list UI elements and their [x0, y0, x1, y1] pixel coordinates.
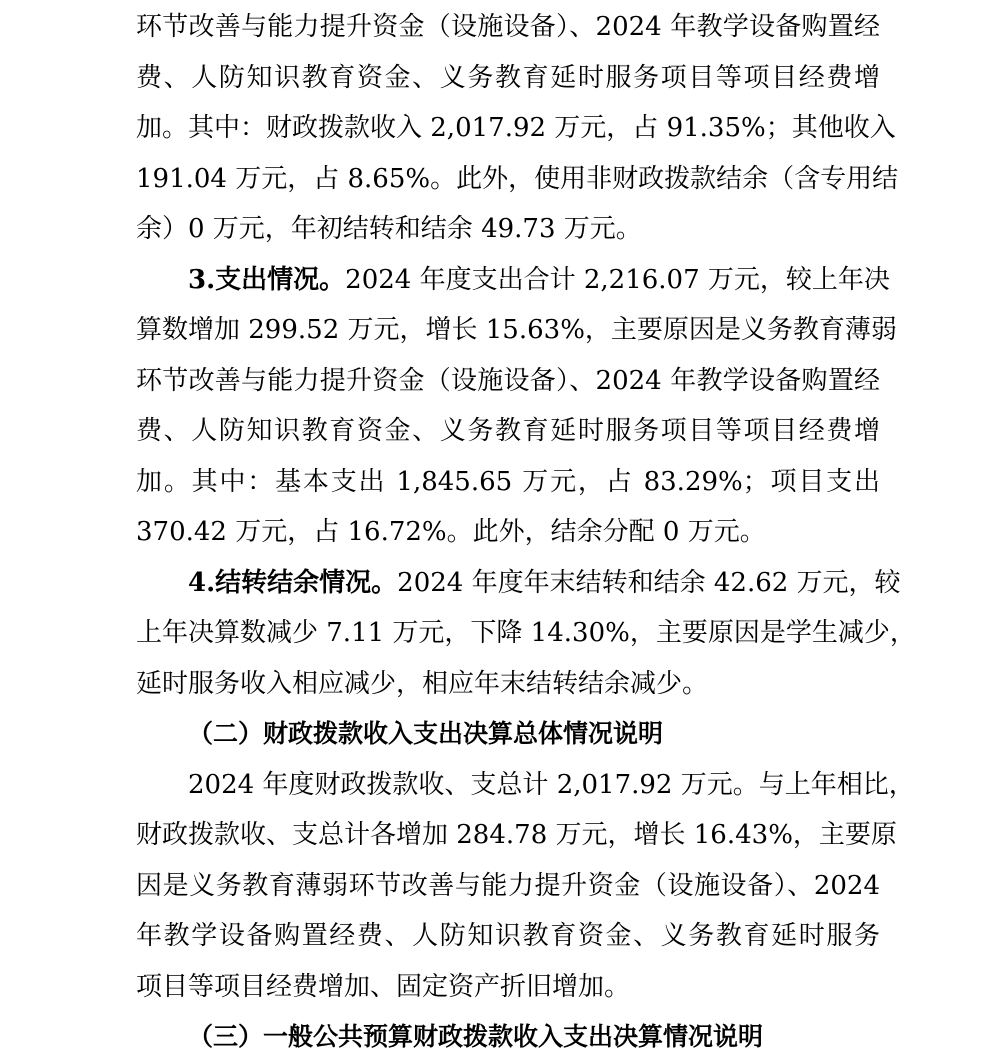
paragraph-heading: 3.支出情况。: [188, 264, 346, 295]
paragraph-heading: 4.结转结余情况。: [188, 567, 398, 598]
text-line: 项目等项目经费增加、固定资产折旧增加。: [136, 971, 631, 1002]
section-heading: （三）一般公共预算财政拨款收入支出决算情况说明: [188, 1022, 764, 1051]
text-line: 2024 年度财政拨款收、支总计 2,017.92 万元。与上年相比，: [188, 769, 915, 800]
paragraph-expenditure: [136, 255, 897, 558]
text-line: 370.42 万元，占 16.72%。此外，结余分配 0 万元。: [136, 517, 766, 547]
text-line: 加。其中：基本支出 1,845.65 万元，占 83.29%；项目支出: [136, 466, 880, 497]
paragraph-income-continued: [136, 2, 899, 255]
text-line: 因是义务教育薄弱环节改善与能力提升资金（设施设备）、2024: [136, 870, 880, 901]
text-line: 环节改善与能力提升资金（设施设备）、2024 年教学设备购置经: [136, 365, 880, 396]
text-line: 费、人防知识教育资金、义务教育延时服务项目等项目经费增: [136, 416, 880, 446]
text-span: 2024 年度支出合计 2,216.07 万元，较上年决: [345, 264, 890, 295]
text-line: 加。其中：财政拨款收入 2,017.92 万元，占 91.35%；其他收入: [136, 113, 896, 143]
paragraph-fiscal-overview: [136, 760, 915, 1013]
text-line: 余）0 万元，年初结转和结余 49.73 万元。: [136, 214, 642, 244]
text-line: 延时服务收入相应减少，相应年末结转结余减少。: [136, 668, 709, 699]
text-line: 费、人防知识教育资金、义务教育延时服务项目等项目经费增: [136, 62, 880, 93]
text-line: 年教学设备购置经费、人防知识教育资金、义务教育延时服务: [136, 921, 880, 951]
document-body: [136, 2, 916, 1063]
text-line: [136, 558, 901, 609]
text-line: 算数增加 299.52 万元，增长 15.63%，主要原因是义务教育薄弱: [136, 315, 897, 345]
text-line: 191.04 万元，占 8.65%。此外，使用非财政拨款结余（含专用结: [136, 163, 899, 194]
text-span: 2024 年度年末结转和结余 42.62 万元，较: [397, 567, 901, 598]
text-line: [136, 255, 890, 306]
text-line: 财政拨款收、支总计各增加 284.78 万元，增长 16.43%，主要原: [136, 820, 897, 850]
paragraph-carryover: [136, 558, 916, 710]
text-line: 环节改善与能力提升资金（设施设备）、2024 年教学设备购置经: [136, 12, 880, 42]
text-line: 上年决算数减少 7.11 万元，下降 14.30%，主要原因是学生减少，: [136, 618, 916, 648]
section-heading: （二）财政拨款收入支出决算总体情况说明: [188, 719, 664, 748]
